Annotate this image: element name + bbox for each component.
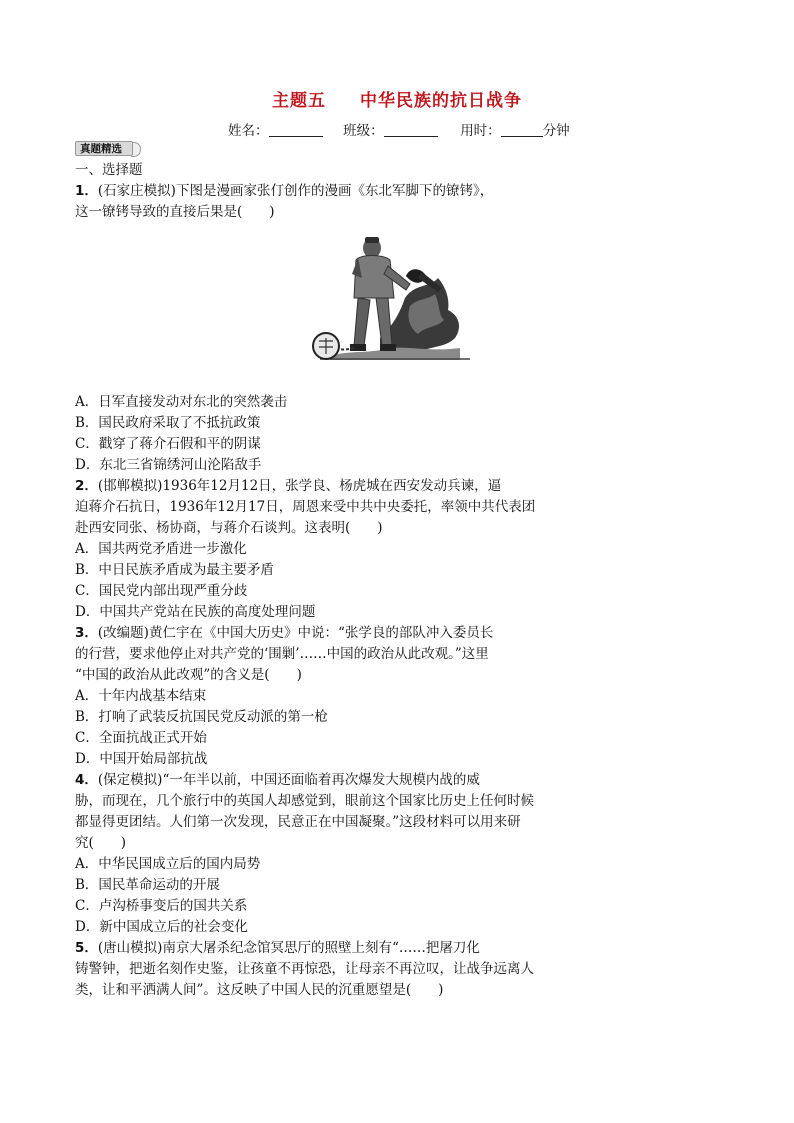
option-d[interactable]: D．东北三省锦绣河山沦陷敌手	[75, 457, 262, 473]
question-line: 究( )	[75, 835, 127, 851]
section-badge: 真题精选	[75, 141, 133, 156]
option-b[interactable]: B．国民革命运动的开展	[75, 877, 220, 893]
option-d[interactable]: D．中国开始局部抗战	[75, 751, 208, 767]
question-text: (保定模拟)“一年半以前，中国还面临着再次爆发大规模内战的威	[97, 772, 480, 788]
class-blank[interactable]	[384, 122, 438, 137]
minutes-label: 分钟	[542, 123, 570, 139]
question-line: 的行营，要求他停止对共产党的‘围剿’……中国的政治从此改观。”这里	[75, 646, 489, 662]
option-c[interactable]: C．国民党内部出现严重分歧	[75, 583, 248, 599]
name-blank[interactable]	[269, 122, 323, 137]
question-text: (石家庄模拟)下图是漫画家张仃创作的漫画《东北军脚下的镣铐》，	[97, 183, 494, 199]
option-b[interactable]: B．国民政府采取了不抵抗政策	[75, 415, 261, 431]
question-line	[75, 181, 565, 202]
option-b[interactable]: B．中日民族矛盾成为最主要矛盾	[75, 562, 274, 578]
question-line: “中国的政治从此改观”的含义是( )	[75, 667, 302, 683]
option-c[interactable]: C．戳穿了蒋介石假和平的阴谋	[75, 436, 261, 452]
question-line: 铸警钟，把逝名刻作史鉴，让孩童不再惊恐，让母亲不再泣叹，让战争远离人	[75, 961, 534, 977]
question-text: (唐山模拟)南京大屠杀纪念馆冥思厅的照壁上刻有“……把屠刀化	[97, 940, 480, 956]
soldier-cap	[365, 237, 379, 243]
option-a[interactable]: A．国共两党矛盾进一步激化	[75, 541, 247, 557]
question-text: (邯郸模拟)1936年12月12日，张学良、杨虎城在西安发动兵谏，逼	[97, 478, 502, 494]
question-5	[75, 938, 565, 1001]
question-number: 5．	[75, 940, 98, 956]
cartoon-illustration	[310, 228, 480, 363]
class-label: 班级：	[343, 123, 384, 139]
question-line: 都显得更团结。人们第一次发现，民意正在中国凝聚。”这段材料可以用来研	[75, 814, 521, 830]
title-theme: 主题五	[272, 91, 326, 111]
question-line	[75, 938, 565, 959]
soldier-right-boot	[380, 344, 396, 351]
question-line: 赴西安同张、杨协商，与蒋介石谈判。这表明( )	[75, 520, 383, 536]
name-label: 姓名：	[228, 123, 269, 139]
question-line: 胁，而现在，几个旅行中的英国人却感觉到，眼前这个国家比历史上任何时候	[75, 793, 534, 809]
option-c[interactable]: C．全面抗战正式开始	[75, 730, 207, 746]
question-line: 这一镣铐导致的直接后果是( )	[75, 204, 275, 220]
time-label: 用时：	[460, 123, 501, 139]
option-a[interactable]: A．中华民国成立后的国内局势	[75, 856, 261, 872]
option-a[interactable]: A．十年内战基本结束	[75, 688, 207, 704]
option-c[interactable]: C．卢沟桥事变后的国共关系	[75, 898, 248, 914]
question-line	[75, 770, 565, 791]
question-line: 类，让和平洒满人间”。这反映了中国人民的沉重愿望是( )	[75, 982, 444, 998]
time-blank[interactable]	[501, 122, 543, 137]
question-number: 1．	[75, 183, 98, 199]
option-a[interactable]: A．日军直接发动对东北的突然袭击	[75, 394, 288, 410]
section-heading: 一、选择题	[75, 162, 143, 178]
option-d[interactable]: D．中国共产党站在民族的高度处理问题	[75, 604, 316, 620]
student-info-line	[228, 119, 570, 139]
question-4	[75, 770, 565, 938]
soldier-right-leg	[376, 298, 392, 346]
question-line	[75, 623, 565, 644]
question-number: 3．	[75, 625, 98, 641]
option-b[interactable]: B．打响了武装反抗国民党反动派的第一枪	[75, 709, 328, 725]
option-d[interactable]: D．新中国成立后的社会变化	[75, 919, 248, 935]
question-number: 2．	[75, 478, 98, 494]
question-number: 4．	[75, 772, 98, 788]
title-topic: 中华民族的抗日战争	[360, 91, 522, 111]
question-line	[75, 476, 565, 497]
page-title	[0, 86, 794, 111]
soldier-left-leg	[354, 298, 370, 346]
question-text: (改编题)黄仁宇在《中国大历史》中说：“张学良的部队冲入委员长	[97, 625, 494, 641]
question-3	[75, 623, 565, 770]
question-line: 迫蒋介石抗日，1936年12月17日，周恩来受中共中央委托，率领中共代表团	[75, 499, 536, 515]
question-2	[75, 476, 565, 623]
